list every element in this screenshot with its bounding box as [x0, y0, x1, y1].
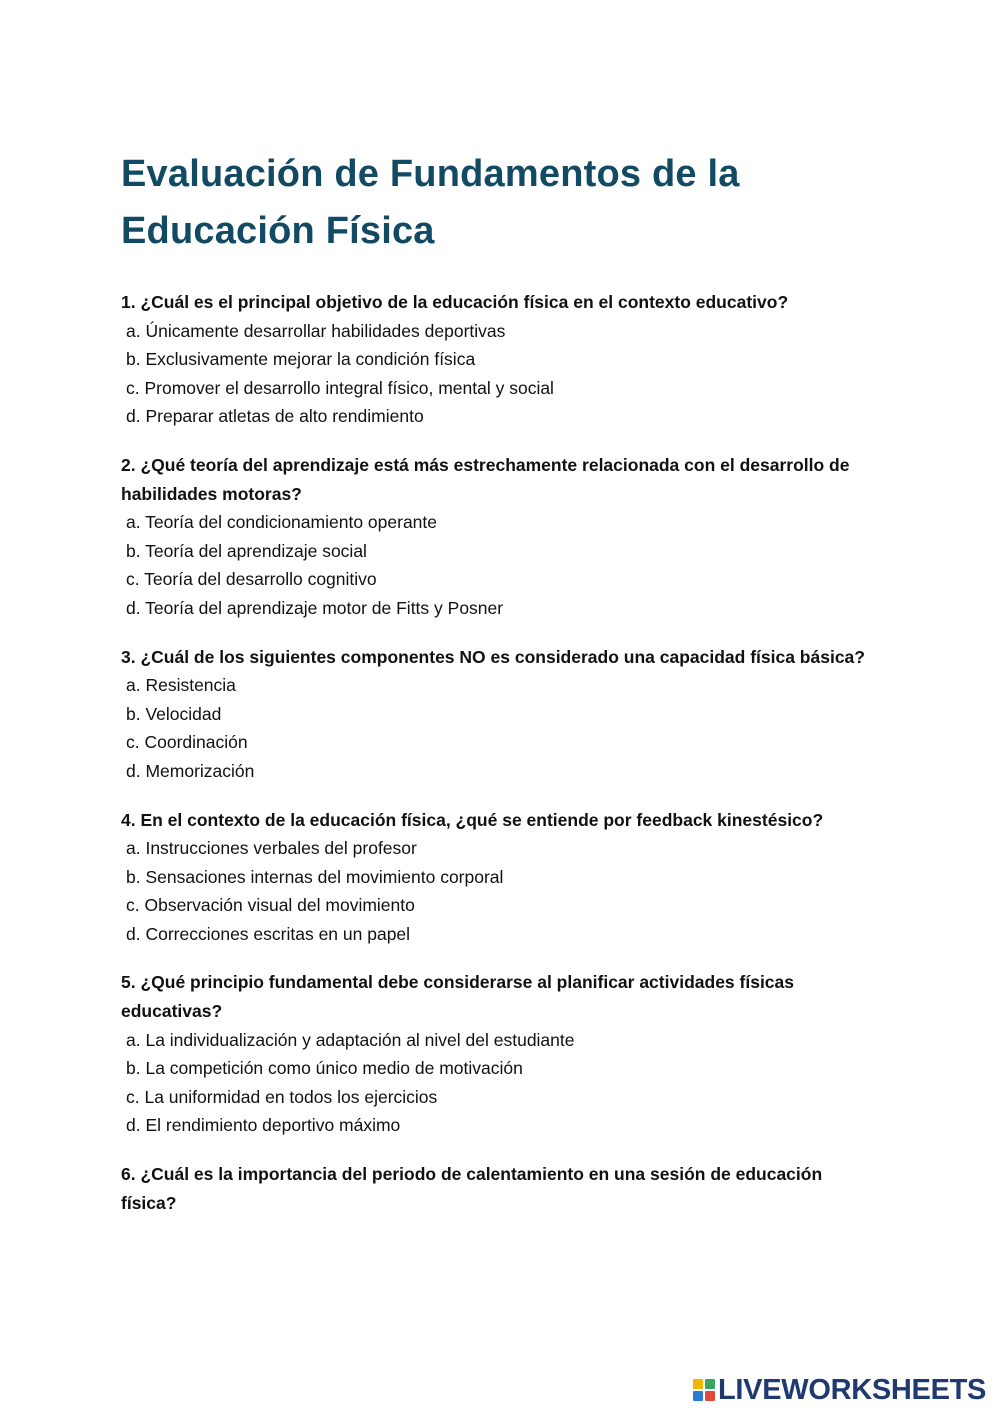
option-d[interactable]: d. El rendimiento deportivo máximo — [126, 1115, 401, 1136]
page-title — [121, 146, 881, 260]
option-list — [121, 671, 881, 785]
liveworksheets-logo-icon — [693, 1379, 715, 1401]
question-2 — [121, 451, 881, 623]
option-b[interactable]: b. Teoría del aprendizaje social — [126, 540, 367, 561]
option-c[interactable]: c. Observación visual del movimiento — [126, 895, 415, 916]
option-b[interactable]: b. Sensaciones internas del movimiento corporal — [126, 866, 504, 887]
option-a[interactable]: a. Teoría del condicionamiento operante — [126, 512, 438, 533]
question-text: 5. ¿Qué principio fundamental debe considerarse al planificar actividades físicas educativas? — [121, 972, 794, 1022]
liveworksheets-logo — [693, 1375, 986, 1405]
logo-text: LIVEWORKSHEETS — [718, 1374, 987, 1406]
option-c[interactable]: c. Promover el desarrollo integral físico, mental y social — [126, 377, 554, 398]
option-list — [121, 1026, 881, 1140]
option-c[interactable]: c. Teoría del desarrollo cognitivo — [126, 569, 377, 590]
option-a[interactable]: a. Resistencia — [126, 675, 236, 696]
logo-square-blue — [693, 1391, 703, 1401]
option-b[interactable]: b. La competición como único medio de motivación — [126, 1058, 523, 1079]
worksheet-page — [121, 146, 881, 1237]
option-c[interactable]: c. La uniformidad en todos los ejercicios — [126, 1086, 438, 1107]
option-a[interactable]: a. Únicamente desarrollar habilidades deportivas — [126, 320, 506, 341]
option-d[interactable]: d. Memorización — [126, 760, 255, 781]
option-c[interactable]: c. Coordinación — [126, 732, 248, 753]
logo-square-yellow — [693, 1379, 703, 1389]
question-5 — [121, 968, 881, 1140]
logo-square-green — [705, 1379, 715, 1389]
option-b[interactable]: b. Velocidad — [126, 703, 222, 724]
question-3 — [121, 643, 881, 786]
option-a[interactable]: a. La individualización y adaptación al nivel del estudiante — [126, 1029, 575, 1050]
question-text: 1. ¿Cuál es el principal objetivo de la educación física en el contexto educativo? — [121, 292, 789, 312]
question-6 — [121, 1160, 881, 1217]
option-d[interactable]: d. Teoría del aprendizaje motor de Fitts y Posner — [126, 597, 504, 618]
question-text: 6. ¿Cuál es la importancia del periodo de calentamiento en una sesión de educación física? — [121, 1164, 823, 1213]
option-a[interactable]: a. Instrucciones verbales del profesor — [126, 838, 417, 859]
logo-square-red — [705, 1391, 715, 1401]
question-text: 4. En el contexto de la educación física, ¿qué se entiende por feedback kinestésico? — [121, 809, 824, 830]
option-list — [121, 508, 881, 622]
question-1 — [121, 288, 881, 431]
option-b[interactable]: b. Exclusivamente mejorar la condición física — [126, 349, 476, 370]
option-d[interactable]: d. Preparar atletas de alto rendimiento — [126, 406, 424, 427]
question-text: 3. ¿Cuál de los siguientes componentes NO es considerado una capacidad física básica? — [121, 646, 865, 667]
option-list — [121, 834, 881, 948]
option-d[interactable]: d. Correcciones escritas en un papel — [126, 923, 411, 944]
question-4 — [121, 806, 881, 949]
title-line-2: Educación Física — [121, 210, 435, 252]
question-text: 2. ¿Qué teoría del aprendizaje está más estrechamente relacionada con el desarrollo de habilidades motoras? — [121, 454, 850, 504]
option-list — [121, 317, 881, 431]
title-line-1: Evaluación de Fundamentos de la — [121, 153, 740, 195]
